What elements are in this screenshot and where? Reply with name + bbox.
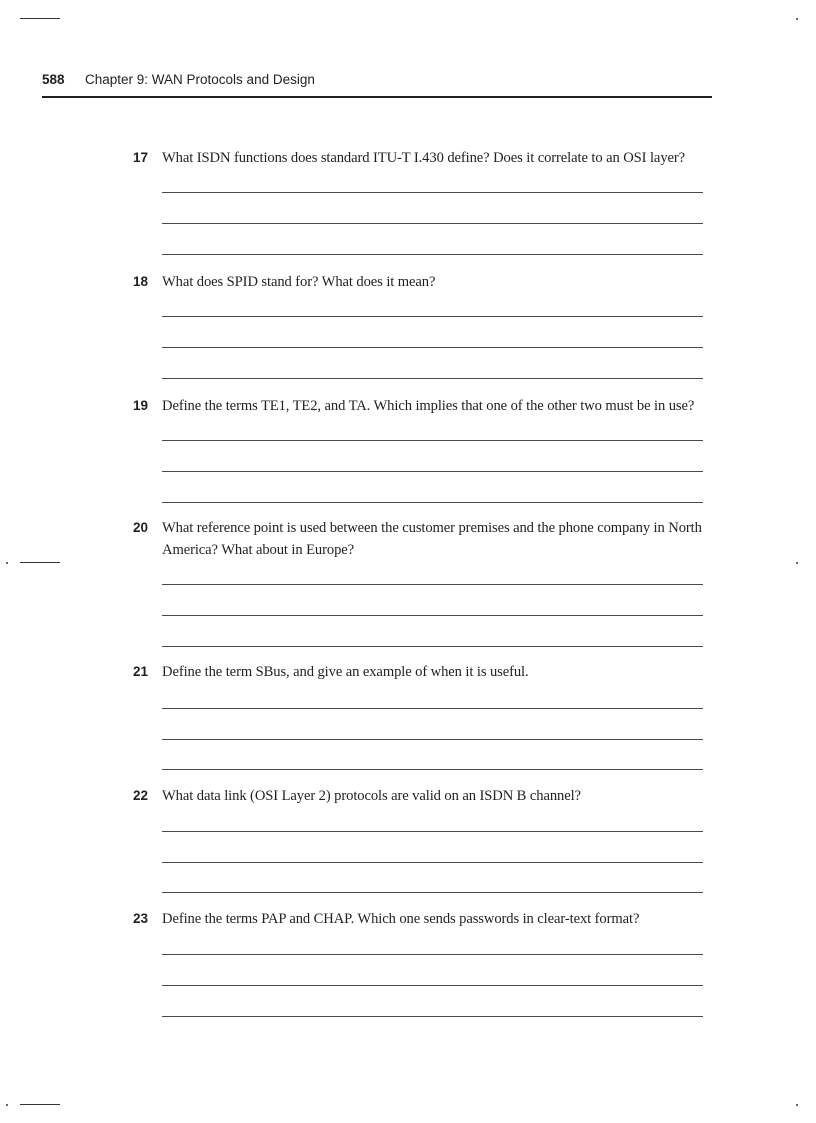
crop-dot-middle-left — [6, 562, 8, 564]
question-number: 19 — [133, 398, 149, 413]
page-number: 588 — [42, 72, 65, 87]
question-text: What data link (OSI Layer 2) protocols are valid on an ISDN B channel? — [162, 788, 581, 804]
answer-line-1[interactable] — [162, 316, 703, 317]
answer-line-2[interactable] — [162, 985, 703, 986]
answer-line-3[interactable] — [162, 502, 703, 503]
question-number: 20 — [133, 520, 149, 535]
crop-dot-bottom-right — [796, 1104, 798, 1106]
crop-dot-middle-right — [796, 562, 798, 564]
question-number: 21 — [133, 664, 149, 679]
question-text: Define the terms PAP and CHAP. Which one sends passwords in clear-text format? — [162, 911, 640, 927]
question-number: 18 — [133, 274, 149, 289]
answer-line-3[interactable] — [162, 892, 703, 893]
answer-line-1[interactable] — [162, 831, 703, 832]
running-header — [42, 71, 712, 98]
answer-line-2[interactable] — [162, 471, 703, 472]
crop-dot-bottom-left — [6, 1104, 8, 1106]
question-number: 23 — [133, 911, 149, 926]
answer-line-1[interactable] — [162, 584, 703, 585]
answer-line-3[interactable] — [162, 254, 703, 255]
question-text: Define the term SBus, and give an example of when it is useful. — [162, 664, 529, 680]
answer-line-1[interactable] — [162, 440, 703, 441]
question-number: 17 — [133, 150, 149, 165]
crop-mark-middle-left — [20, 562, 60, 563]
answer-line-1[interactable] — [162, 192, 703, 193]
answer-line-3[interactable] — [162, 378, 703, 379]
answer-line-2[interactable] — [162, 739, 703, 740]
answer-line-1[interactable] — [162, 954, 703, 955]
question-text: What does SPID stand for? What does it mean? — [162, 274, 436, 290]
answer-line-2[interactable] — [162, 223, 703, 224]
question-text: What reference point is used between the customer premises and the phone company in North America? What about in Europe? — [162, 520, 702, 558]
answer-line-3[interactable] — [162, 769, 703, 770]
crop-dot-top-right — [796, 18, 798, 20]
answer-line-3[interactable] — [162, 646, 703, 647]
answer-line-2[interactable] — [162, 862, 703, 863]
answer-line-1[interactable] — [162, 708, 703, 709]
crop-mark-top-left — [20, 18, 60, 19]
answer-line-3[interactable] — [162, 1016, 703, 1017]
question-number: 22 — [133, 788, 149, 803]
crop-mark-bottom-left — [20, 1104, 60, 1105]
answer-line-2[interactable] — [162, 347, 703, 348]
answer-line-2[interactable] — [162, 615, 703, 616]
question-text: What ISDN functions does standard ITU-T I.430 define? Does it correlate to an OSI layer? — [162, 150, 686, 166]
chapter-title: Chapter 9: WAN Protocols and Design — [85, 72, 315, 87]
header-rule — [42, 96, 712, 98]
question-text: Define the terms TE1, TE2, and TA. Which implies that one of the other two must be in use? — [162, 398, 695, 414]
